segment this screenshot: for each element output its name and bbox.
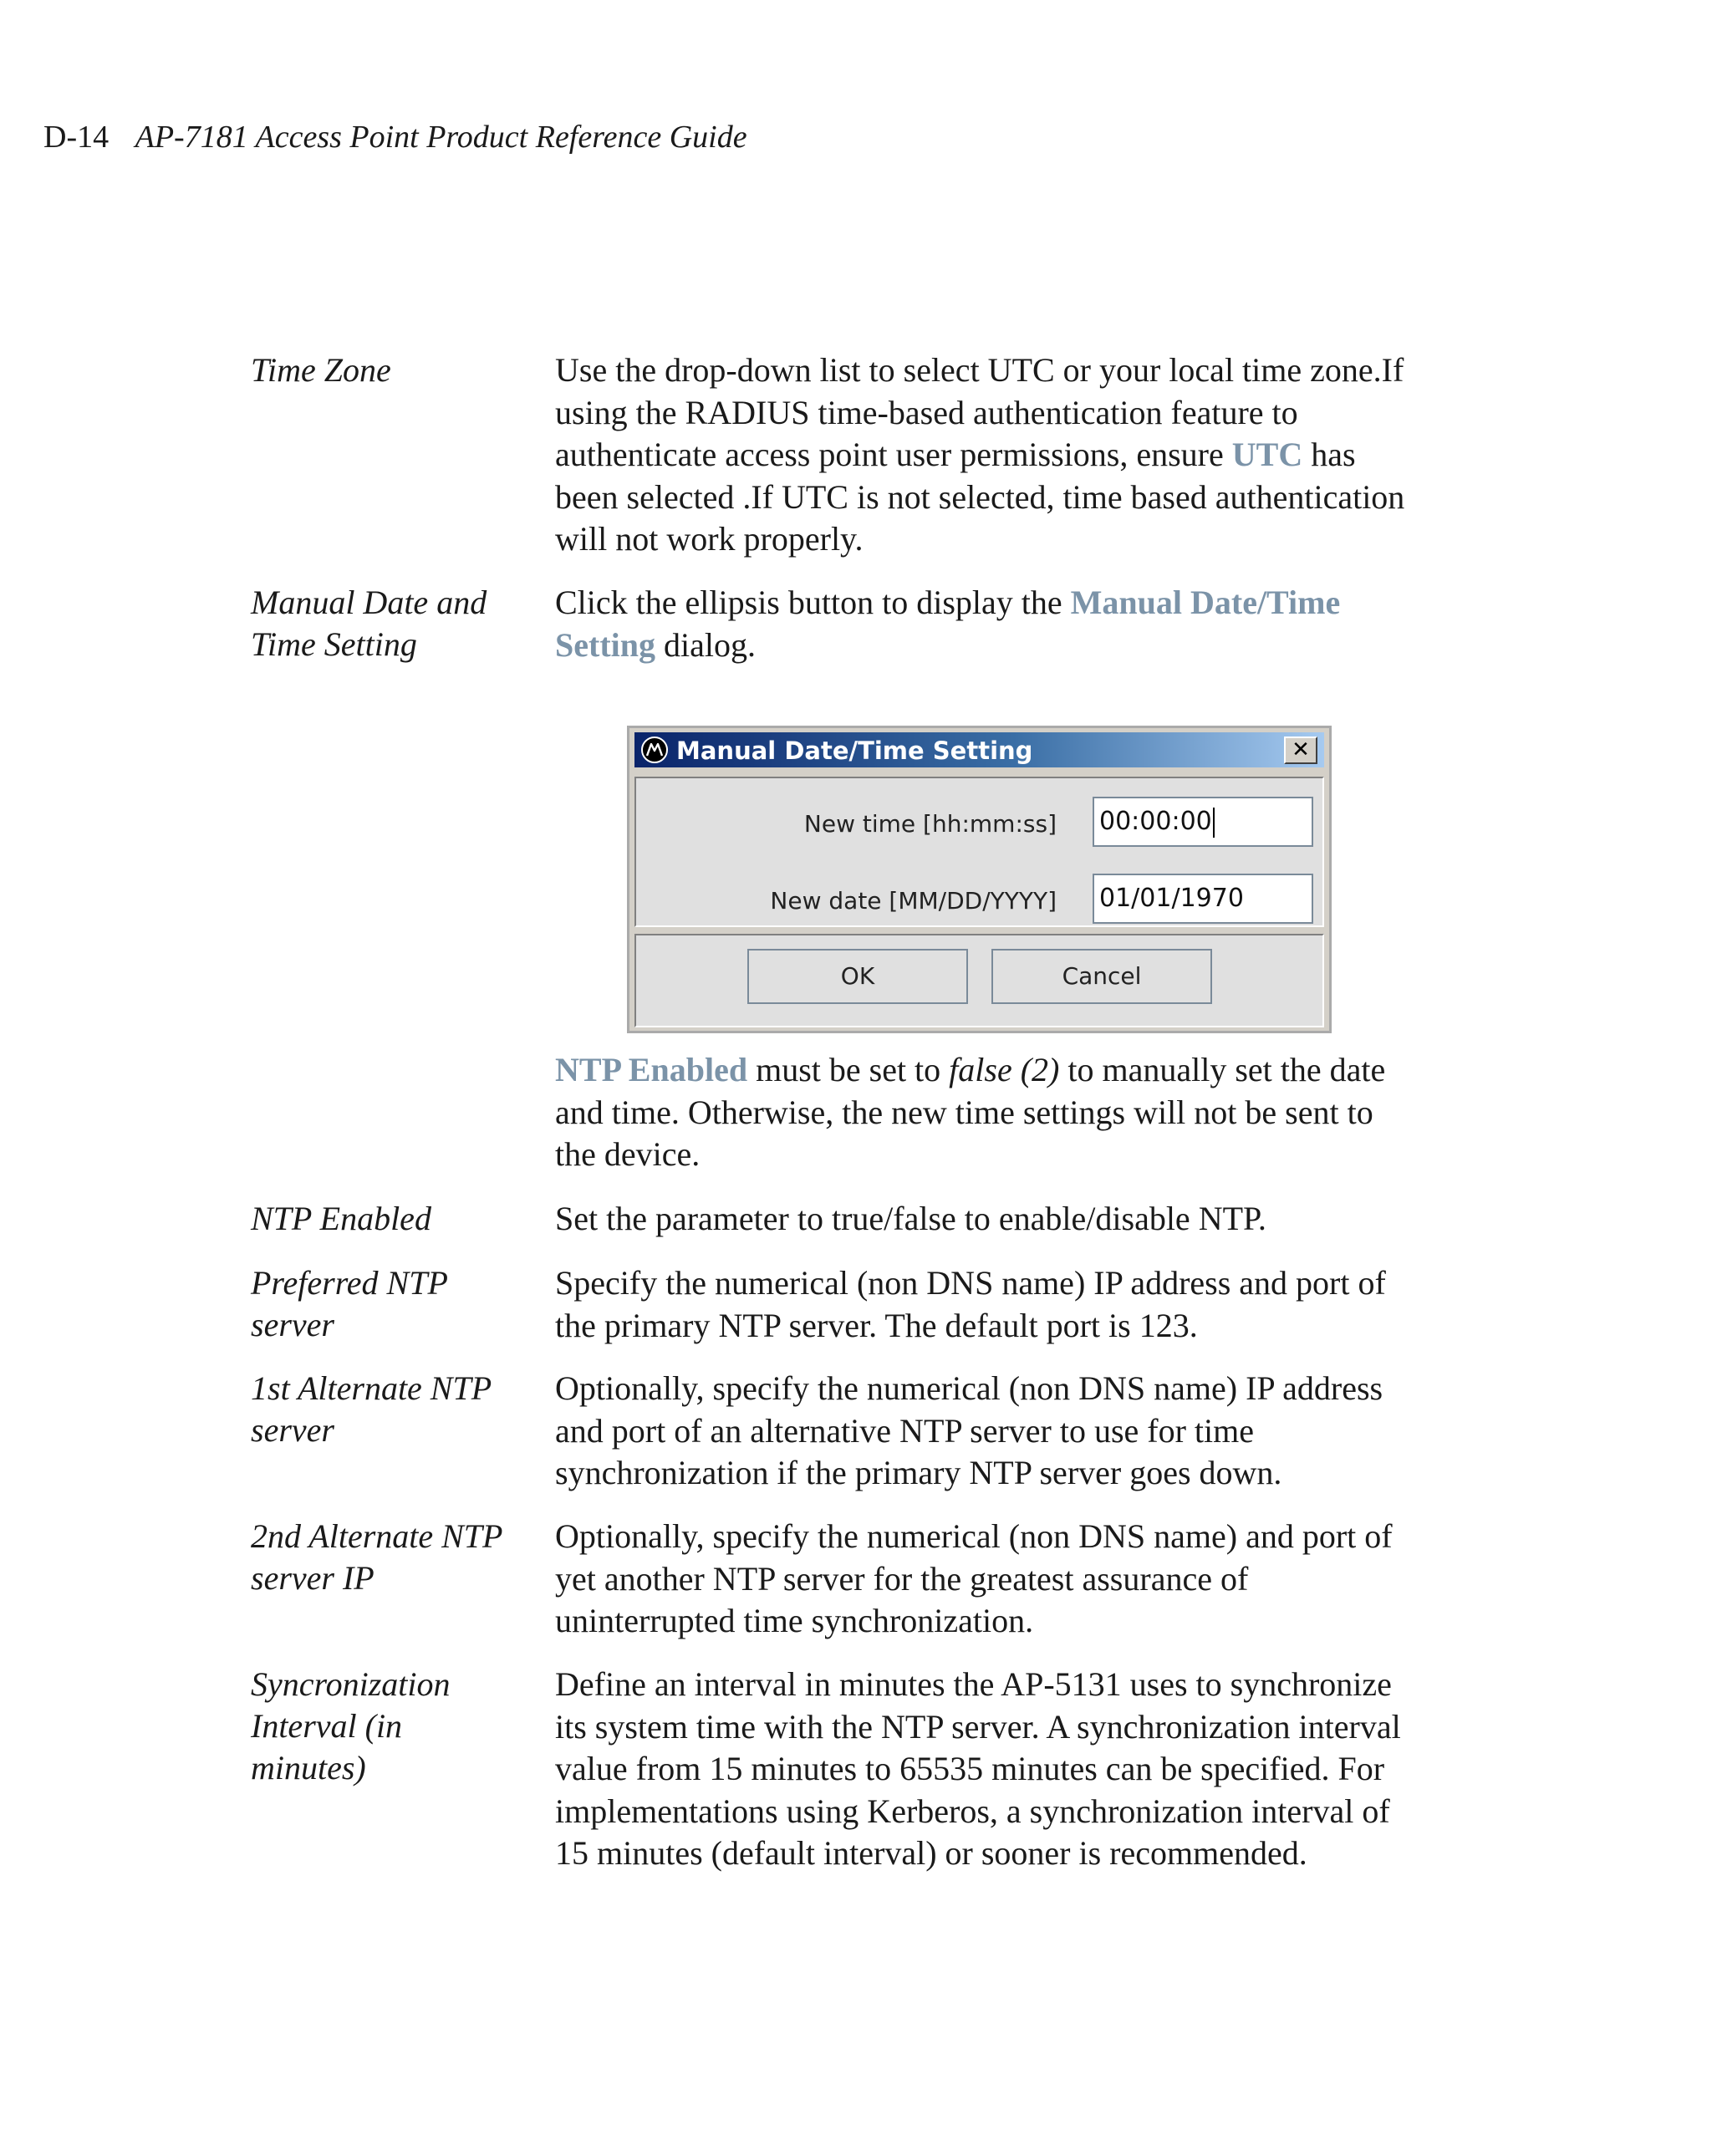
- dialog-title: Manual Date/Time Setting: [676, 737, 1033, 765]
- term-line: minutes): [251, 1749, 366, 1786]
- new-date-input[interactable]: [1093, 874, 1313, 924]
- term-preferred-ntp: [251, 1262, 535, 1346]
- motorola-logo-icon: [641, 737, 668, 763]
- term-manual-date: [251, 582, 535, 665]
- ok-button[interactable]: OK: [747, 949, 968, 1004]
- description-sync-interval: Define an interval in minutes the AP-5131 uses to synchronize its system time with the NTP server. A synchronization interval value from 15 minutes to 65535 minutes can be specified. For implementations using Kerberos, a synchronization interval of 15 minutes (default interval) or sooner is recommended.: [555, 1665, 1401, 1872]
- term-line: server: [251, 1306, 334, 1343]
- page-header: [43, 117, 747, 157]
- term-line: Interval (in: [251, 1707, 403, 1745]
- new-date-value: 01/01/1970: [1099, 884, 1244, 913]
- description-alt2-ntp: Optionally, specify the numerical (non DNS name) and port of yet another NTP server for the greatest assurance of uninterrupted time synchronization.: [555, 1517, 1393, 1639]
- description-ntp-enabled: Set the parameter to true/false to enable/disable NTP.: [555, 1200, 1266, 1237]
- new-time-input[interactable]: [1093, 797, 1313, 847]
- highlight-ntp-enabled: NTP Enabled: [555, 1051, 748, 1088]
- term-line: Syncronization: [251, 1665, 451, 1703]
- page-number: D-14: [43, 120, 110, 155]
- description-text: dialog.: [664, 625, 756, 664]
- term-line: Time Setting: [251, 625, 417, 663]
- new-time-value: 00:00:00: [1099, 807, 1212, 836]
- ntp-note: [555, 1049, 1408, 1176]
- cancel-button[interactable]: Cancel: [991, 949, 1212, 1004]
- description-text: to manually set the date and time. Otherwise, the new time settings will not be sent to the device.: [555, 1051, 1386, 1173]
- new-date-label: New date [MM/DD/YYYY]: [770, 887, 1057, 915]
- document-title: AP-7181 Access Point Product Reference Guide: [135, 120, 747, 155]
- term-line: server IP: [251, 1559, 374, 1597]
- manual-date-time-dialog: [627, 726, 1332, 1033]
- description-preferred-ntp: Specify the numerical (non DNS name) IP address and port of the primary NTP server. The default port is 123.: [555, 1264, 1386, 1344]
- description-text: Click the ellipsis button to display the: [555, 584, 1062, 621]
- term-line: 1st Alternate NTP: [251, 1369, 492, 1407]
- close-button[interactable]: ✕: [1284, 737, 1317, 764]
- term-ntp-enabled: NTP Enabled: [251, 1200, 431, 1237]
- term-time-zone: Time Zone: [251, 351, 391, 389]
- description-text: Use the drop-down list to select UTC or your local time zone.If using the RADIUS time-based authentication feature to authenticate access point user permissions, ensure: [555, 351, 1404, 473]
- term-line: Preferred NTP: [251, 1264, 448, 1302]
- description-text: has been selected .If UTC is not selected, time based authentication will not work properly.: [555, 436, 1405, 558]
- term-alt2-ntp: [251, 1516, 535, 1599]
- emphasis-false-value: false (2): [949, 1051, 1060, 1088]
- description-text: must be set to: [756, 1051, 941, 1088]
- term-line: server: [251, 1411, 334, 1449]
- fields-panel: [634, 777, 1324, 927]
- description-manual-date: [555, 582, 1408, 666]
- highlight-utc: UTC: [1231, 436, 1303, 473]
- text-caret: [1213, 808, 1215, 838]
- buttons-panel: [634, 934, 1324, 1027]
- new-time-label: New time [hh:mm:ss]: [803, 810, 1057, 838]
- term-line: Manual Date and: [251, 584, 487, 621]
- term-sync-interval: [251, 1664, 535, 1789]
- dialog-titlebar: [634, 732, 1324, 767]
- description-time-zone: [555, 349, 1408, 561]
- description-alt1-ntp: Optionally, specify the numerical (non DNS name) IP address and port of an alternative NTP server to use for time synchronization if the primary NTP server goes down.: [555, 1369, 1383, 1491]
- term-alt1-ntp: [251, 1368, 535, 1451]
- term-line: 2nd Alternate NTP: [251, 1517, 503, 1555]
- motorola-logo-icon: [646, 743, 663, 757]
- highlight-manual-date-time: Manual Date/Time Setting: [555, 584, 1341, 664]
